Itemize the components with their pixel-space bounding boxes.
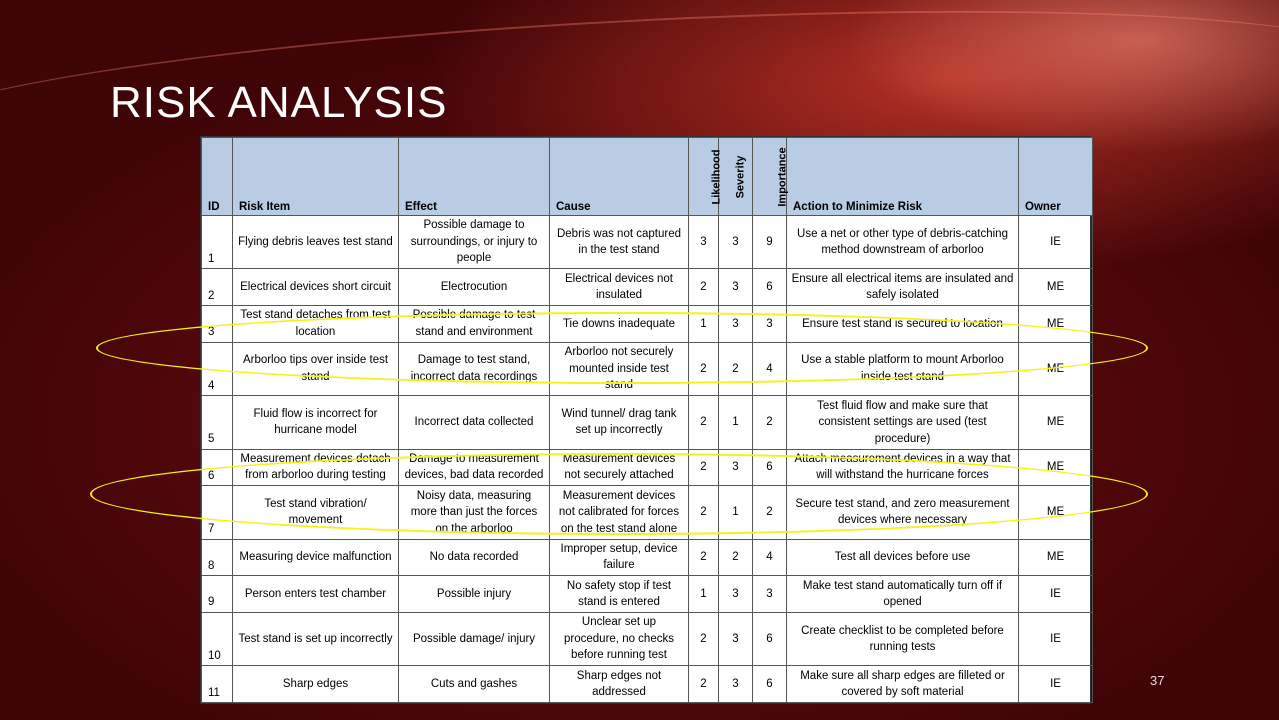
cell-action: Make test stand automatically turn off if opened: [787, 576, 1019, 613]
header-action: Action to Minimize Risk: [787, 138, 1019, 216]
cell-effect: Incorrect data collected: [399, 396, 550, 449]
cell-id: 10: [202, 612, 233, 665]
header-risk-item: Risk Item: [233, 138, 399, 216]
cell-severity: 3: [719, 269, 753, 306]
cell-severity: 1: [719, 486, 753, 539]
cell-owner: IE: [1019, 666, 1093, 703]
cell-action: Test fluid flow and make sure that consistent settings are used (test procedure): [787, 396, 1019, 449]
cell-likelihood: 2: [689, 612, 719, 665]
cell-owner: IE: [1019, 216, 1093, 269]
cell-action: Create checklist to be completed before running tests: [787, 612, 1019, 665]
cell-risk-item: Fluid flow is incorrect for hurricane model: [233, 396, 399, 449]
header-effect: Effect: [399, 138, 550, 216]
cell-cause: Measurement devices not calibrated for forces on the test stand alone: [550, 486, 689, 539]
cell-risk-item: Test stand detaches from test location: [233, 306, 399, 343]
cell-severity: 3: [719, 612, 753, 665]
cell-owner: ME: [1019, 342, 1093, 395]
slide-title: RISK ANALYSIS: [110, 78, 448, 127]
cell-id: 8: [202, 539, 233, 576]
cell-id: 3: [202, 306, 233, 343]
cell-action: Make sure all sharp edges are filleted or covered by soft material: [787, 666, 1019, 703]
cell-cause: Sharp edges not addressed: [550, 666, 689, 703]
cell-risk-item: Test stand is set up incorrectly: [233, 612, 399, 665]
cell-severity: 3: [719, 576, 753, 613]
cell-id: 7: [202, 486, 233, 539]
cell-cause: Improper setup, device failure: [550, 539, 689, 576]
header-likelihood-label: Likelihood: [710, 149, 723, 204]
cell-severity: 3: [719, 306, 753, 343]
cell-risk-item: Sharp edges: [233, 666, 399, 703]
cell-id: 6: [202, 449, 233, 486]
table-row: [202, 612, 1093, 665]
cell-importance: 3: [753, 306, 787, 343]
cell-id: 4: [202, 342, 233, 395]
cell-severity: 2: [719, 539, 753, 576]
cell-action: Ensure test stand is secured to location: [787, 306, 1019, 343]
cell-cause: No safety stop if test stand is entered: [550, 576, 689, 613]
cell-risk-item: Arborloo tips over inside test stand: [233, 342, 399, 395]
cell-action: Ensure all electrical items are insulated and safely isolated: [787, 269, 1019, 306]
cell-risk-item: Electrical devices short circuit: [233, 269, 399, 306]
cell-id: 5: [202, 396, 233, 449]
cell-importance: 3: [753, 576, 787, 613]
cell-action: Attach measurement devices in a way that will withstand the hurricane forces: [787, 449, 1019, 486]
cell-action: Test all devices before use: [787, 539, 1019, 576]
cell-severity: 3: [719, 666, 753, 703]
cell-id: 9: [202, 576, 233, 613]
cell-action: Use a net or other type of debris-catching method downstream of arborloo: [787, 216, 1019, 269]
risk-analysis-table: [201, 137, 1093, 703]
cell-effect: Damage to measurement devices, bad data recorded: [399, 449, 550, 486]
cell-likelihood: 2: [689, 449, 719, 486]
header-row: [202, 138, 1093, 216]
cell-severity: 1: [719, 396, 753, 449]
cell-likelihood: 3: [689, 216, 719, 269]
header-cause: Cause: [550, 138, 689, 216]
cell-cause: Electrical devices not insulated: [550, 269, 689, 306]
cell-owner: ME: [1019, 449, 1093, 486]
cell-likelihood: 2: [689, 666, 719, 703]
cell-owner: ME: [1019, 269, 1093, 306]
cell-cause: Wind tunnel/ drag tank set up incorrectly: [550, 396, 689, 449]
cell-importance: 9: [753, 216, 787, 269]
cell-likelihood: 1: [689, 306, 719, 343]
cell-importance: 6: [753, 449, 787, 486]
header-likelihood: [689, 138, 723, 216]
cell-effect: Possible damage to test stand and environment: [399, 306, 550, 343]
header-owner: Owner: [1019, 138, 1093, 216]
header-importance: [753, 138, 787, 216]
cell-effect: Electrocution: [399, 269, 550, 306]
header-severity-label: Severity: [734, 155, 747, 198]
cell-severity: 2: [719, 342, 753, 395]
header-importance-label: Importance: [776, 146, 789, 207]
cell-likelihood: 2: [689, 342, 719, 395]
cell-likelihood: 2: [689, 486, 719, 539]
cell-risk-item: Measuring device malfunction: [233, 539, 399, 576]
page-number: 37: [1150, 673, 1165, 688]
table-row: [202, 342, 1093, 395]
cell-owner: ME: [1019, 539, 1093, 576]
cell-cause: Measurement devices not securely attached: [550, 449, 689, 486]
cell-cause: Tie downs inadequate: [550, 306, 689, 343]
cell-owner: ME: [1019, 306, 1093, 343]
cell-effect: Possible injury: [399, 576, 550, 613]
cell-likelihood: 2: [689, 539, 719, 576]
cell-importance: 6: [753, 269, 787, 306]
cell-cause: Arborloo not securely mounted inside test stand: [550, 342, 689, 395]
cell-importance: 2: [753, 486, 787, 539]
table-row: [202, 449, 1093, 486]
cell-likelihood: 1: [689, 576, 719, 613]
cell-owner: ME: [1019, 396, 1093, 449]
table-row: [202, 539, 1093, 576]
cell-id: 11: [202, 666, 233, 703]
cell-importance: 6: [753, 612, 787, 665]
cell-risk-item: Measurement devices detach from arborloo during testing: [233, 449, 399, 486]
cell-risk-item: Flying debris leaves test stand: [233, 216, 399, 269]
cell-action: Secure test stand, and zero measurement devices where necessary: [787, 486, 1019, 539]
cell-severity: 3: [719, 449, 753, 486]
cell-severity: 3: [719, 216, 753, 269]
cell-owner: ME: [1019, 486, 1093, 539]
cell-owner: IE: [1019, 576, 1093, 613]
table-row: [202, 306, 1093, 343]
cell-effect: Cuts and gashes: [399, 666, 550, 703]
cell-cause: Unclear set up procedure, no checks before running test: [550, 612, 689, 665]
cell-importance: 2: [753, 396, 787, 449]
header-id: ID: [202, 138, 233, 216]
cell-cause: Debris was not captured in the test stand: [550, 216, 689, 269]
header-severity: [719, 138, 753, 216]
cell-importance: 6: [753, 666, 787, 703]
table-row: [202, 216, 1093, 269]
risk-table-container: [200, 136, 1091, 704]
table-row: [202, 269, 1093, 306]
cell-id: 2: [202, 269, 233, 306]
table-row: [202, 576, 1093, 613]
cell-effect: Damage to test stand, incorrect data recordings: [399, 342, 550, 395]
cell-importance: 4: [753, 342, 787, 395]
cell-id: 1: [202, 216, 233, 269]
cell-risk-item: Person enters test chamber: [233, 576, 399, 613]
cell-importance: 4: [753, 539, 787, 576]
cell-effect: Possible damage/ injury: [399, 612, 550, 665]
cell-likelihood: 2: [689, 396, 719, 449]
table-row: [202, 666, 1093, 703]
table-row: [202, 396, 1093, 449]
cell-effect: Possible damage to surroundings, or injury to people: [399, 216, 550, 269]
cell-action: Use a stable platform to mount Arborloo inside test stand: [787, 342, 1019, 395]
cell-risk-item: Test stand vibration/ movement: [233, 486, 399, 539]
cell-owner: IE: [1019, 612, 1093, 665]
cell-likelihood: 2: [689, 269, 719, 306]
table-row: [202, 486, 1093, 539]
cell-effect: No data recorded: [399, 539, 550, 576]
cell-effect: Noisy data, measuring more than just the forces on the arborloo: [399, 486, 550, 539]
